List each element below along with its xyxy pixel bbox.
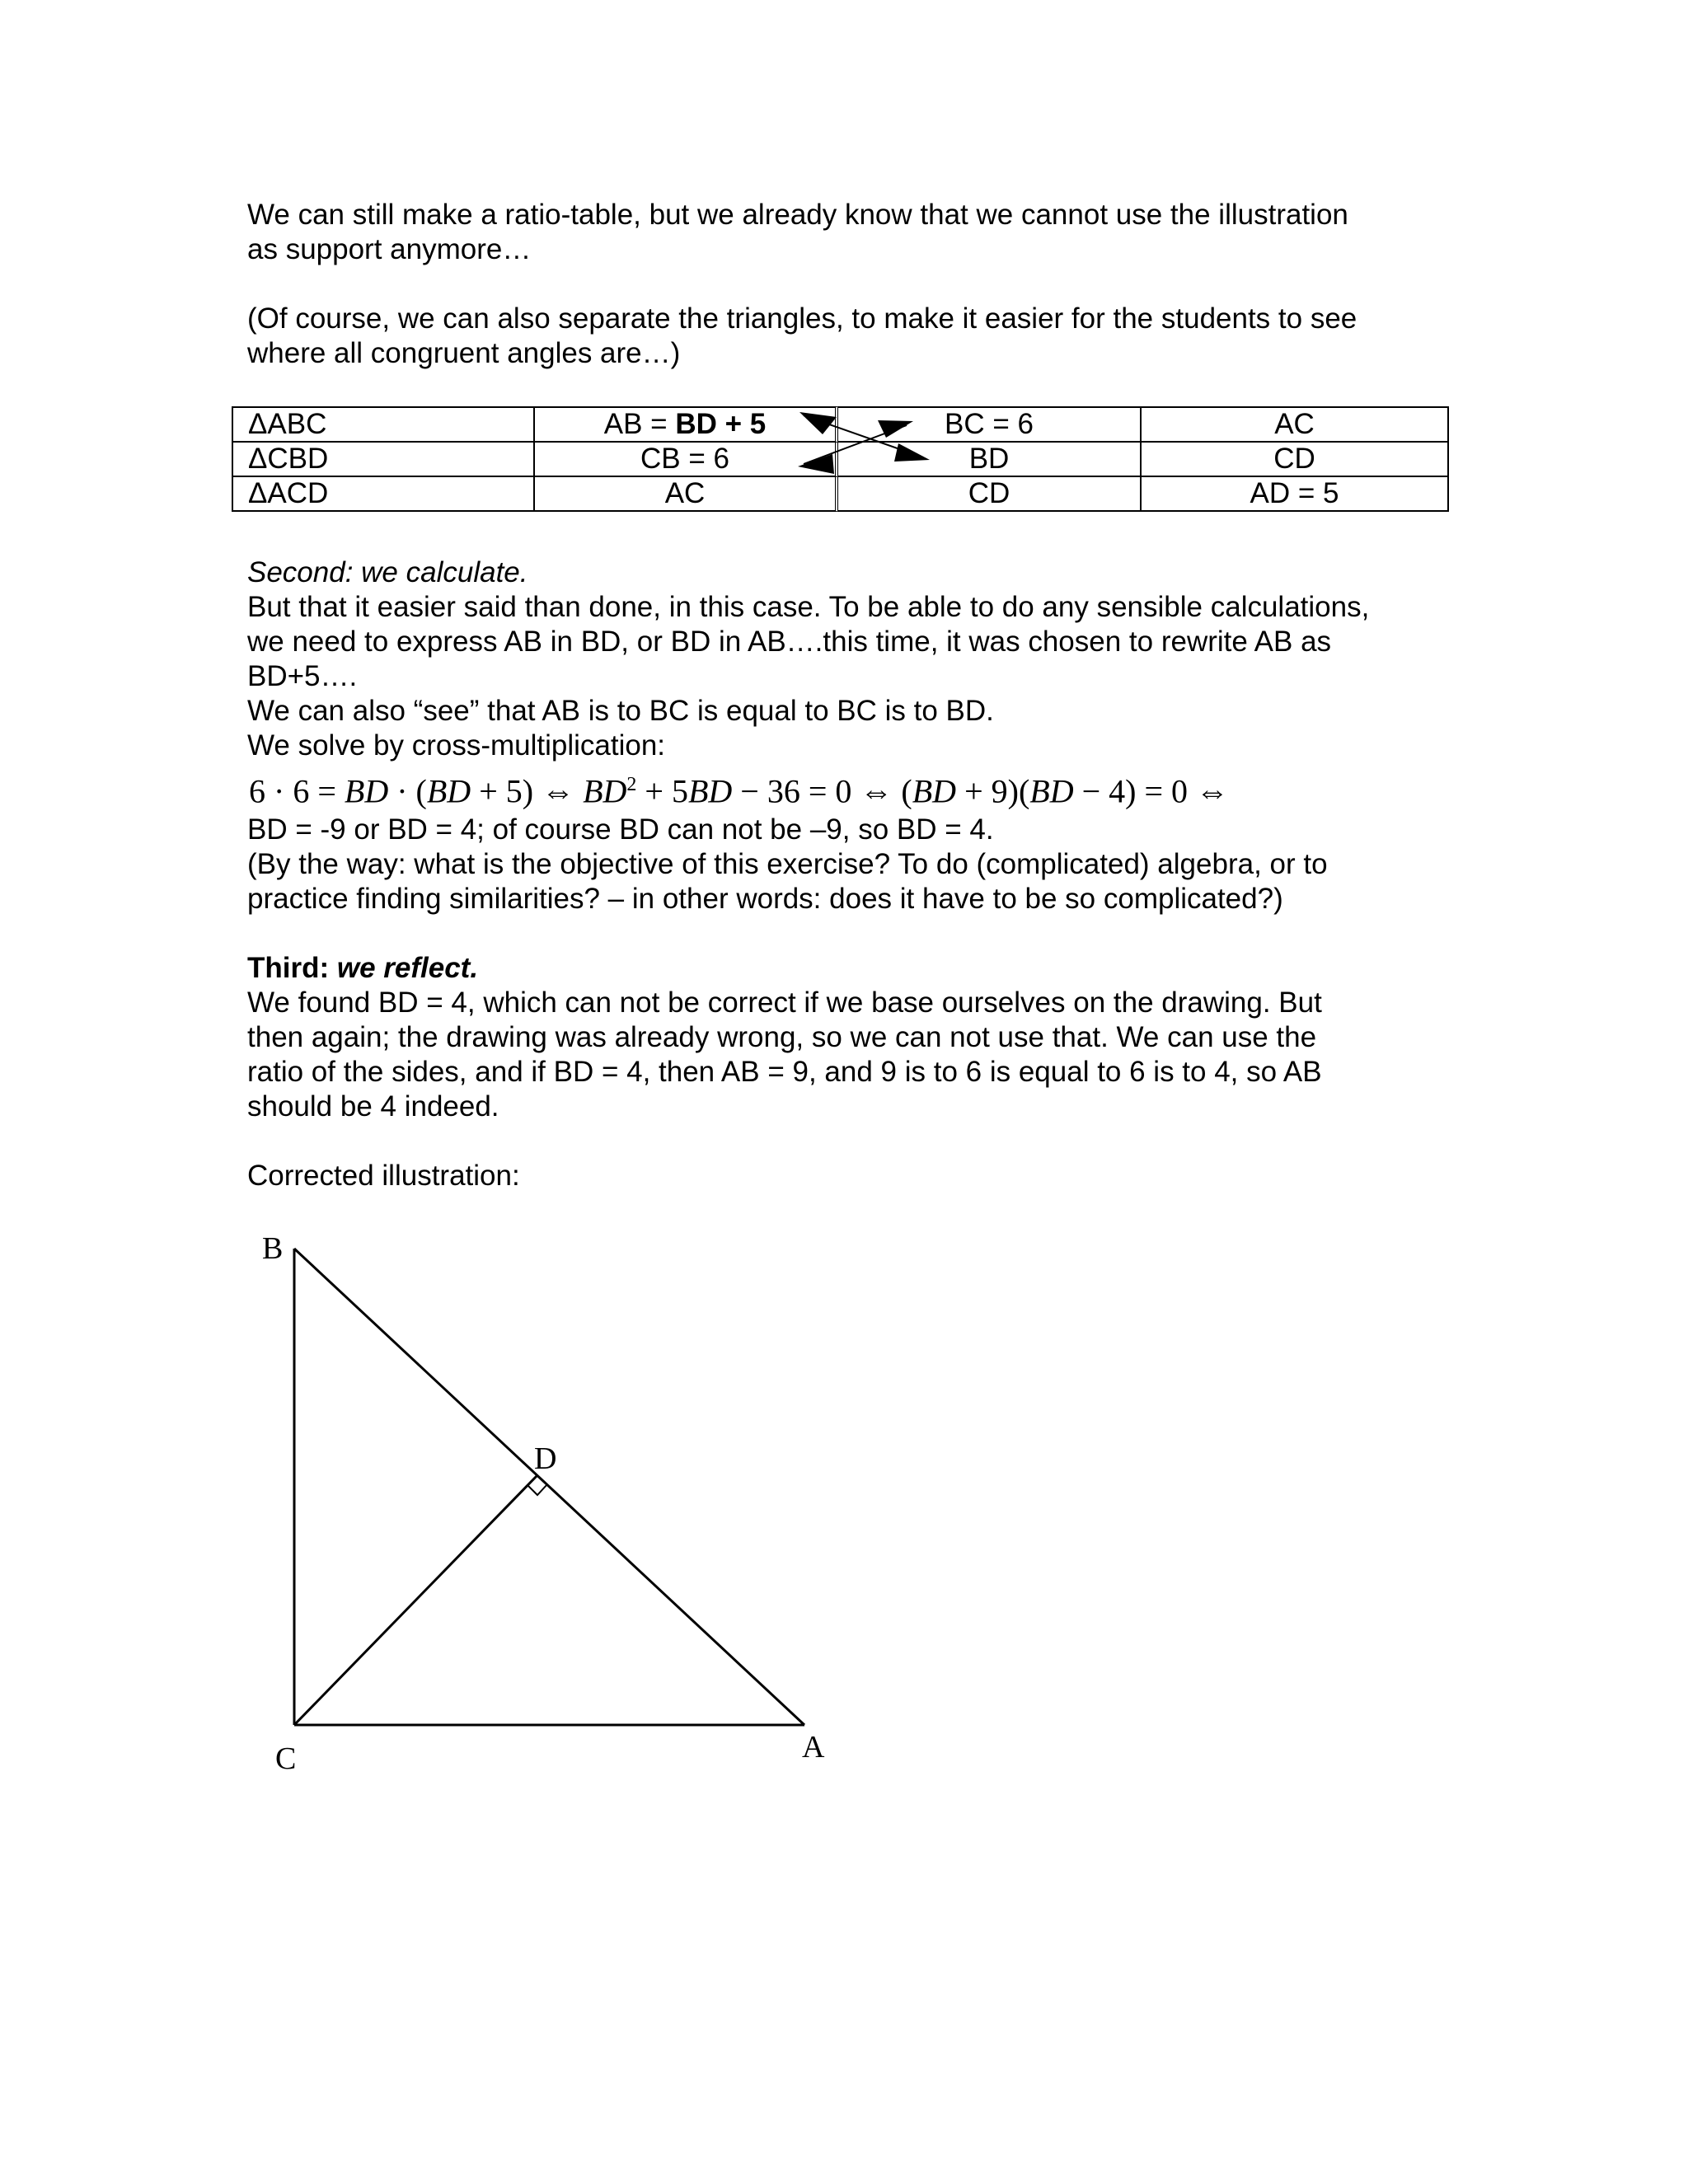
table-cell: BC = 6: [838, 406, 1142, 443]
eq-var: BD: [426, 772, 471, 810]
paren-line-2: where all congruent angles are…): [247, 337, 681, 369]
eq-var: BD: [583, 772, 627, 810]
text-line: we need to express AB in BD, or BD in AB….this time, it was chosen to rewrite AB as: [247, 626, 1332, 658]
section-heading-second: Second: we calculate.: [247, 556, 528, 588]
table-cell: AC: [535, 477, 838, 512]
eq-var: BD: [1029, 772, 1074, 810]
eq-part: − 4) = 0 ⇔: [1073, 772, 1230, 810]
cell-text: AB =: [603, 408, 676, 440]
eq-part: + 9)(: [956, 772, 1030, 810]
text-line: We solve by cross-multiplication:: [247, 729, 666, 762]
eq-part: + 5) ⇔: [471, 772, 584, 810]
text-line: We found BD = 4, which can not be correct if we base ourselves on the drawing. But: [247, 987, 1322, 1019]
segment-ba: [294, 1249, 804, 1725]
text-line: practice finding similarities? – in other words: does it have to be so complicated?): [247, 883, 1283, 915]
heading-bold: Third:: [247, 952, 337, 984]
text-line: ratio of the sides, and if BD = 4, then AB = 9, and 9 is to 6 is equal to 6 is to 4, so AB: [247, 1056, 1322, 1088]
text-line: should be 4 indeed.: [247, 1090, 499, 1122]
label-c: C: [275, 1741, 297, 1776]
table-cell: AC: [1142, 406, 1449, 443]
table-cell: ΔABC: [232, 406, 535, 443]
eq-var: BD: [344, 772, 389, 810]
text-line: (By the way: what is the objective of this exercise? To do (complicated) algebra, or to: [247, 848, 1328, 880]
label-a: A: [802, 1730, 825, 1765]
table-cell: CD: [838, 477, 1142, 512]
table-cell: CB = 6: [535, 443, 838, 477]
eq-var: BD: [912, 772, 957, 810]
table-cell: CD: [1142, 443, 1449, 477]
text-line: But that it easier said than done, in this case. To be able to do any sensible calculations,: [247, 591, 1370, 623]
eq-var: BD: [687, 772, 733, 810]
intro-line-2: as support anymore…: [247, 233, 532, 265]
text-line: BD+5….: [247, 660, 358, 692]
label-b: B: [262, 1231, 284, 1266]
table-cell: ΔACD: [232, 477, 535, 512]
right-angle-marker: [528, 1484, 547, 1495]
eq-part: + 5: [636, 772, 688, 810]
eq-part: − 36 = 0 ⇔ (: [732, 772, 912, 810]
text-line: BD = -9 or BD = 4; of course BD can not be –9, so BD = 4.: [247, 813, 994, 846]
paren-line-1: (Of course, we can also separate the triangles, to make it easier for the students to see: [247, 302, 1357, 335]
label-d: D: [534, 1441, 557, 1476]
text-line: We can also “see” that AB is to BC is equal to BC is to BD.: [247, 695, 994, 727]
table-cell: AD = 5: [1142, 477, 1449, 512]
cell-text-bold: BD + 5: [675, 408, 767, 440]
table-cell: ΔCBD: [232, 443, 535, 477]
caption-text: Corrected illustration:: [247, 1160, 520, 1192]
eq-exponent: 2: [626, 774, 637, 795]
intro-line-1: We can still make a ratio-table, but we already know that we cannot use the illustration: [247, 199, 1348, 231]
table-cell: BD: [838, 443, 1142, 477]
text-line: then again; the drawing was already wrong, so we can not use that. We can use the: [247, 1021, 1317, 1053]
eq-part: · (: [388, 772, 427, 810]
heading-bold-italic: we reflect.: [336, 952, 479, 984]
eq-part: 6 · 6 =: [249, 772, 345, 810]
segment-cd: [294, 1475, 537, 1725]
